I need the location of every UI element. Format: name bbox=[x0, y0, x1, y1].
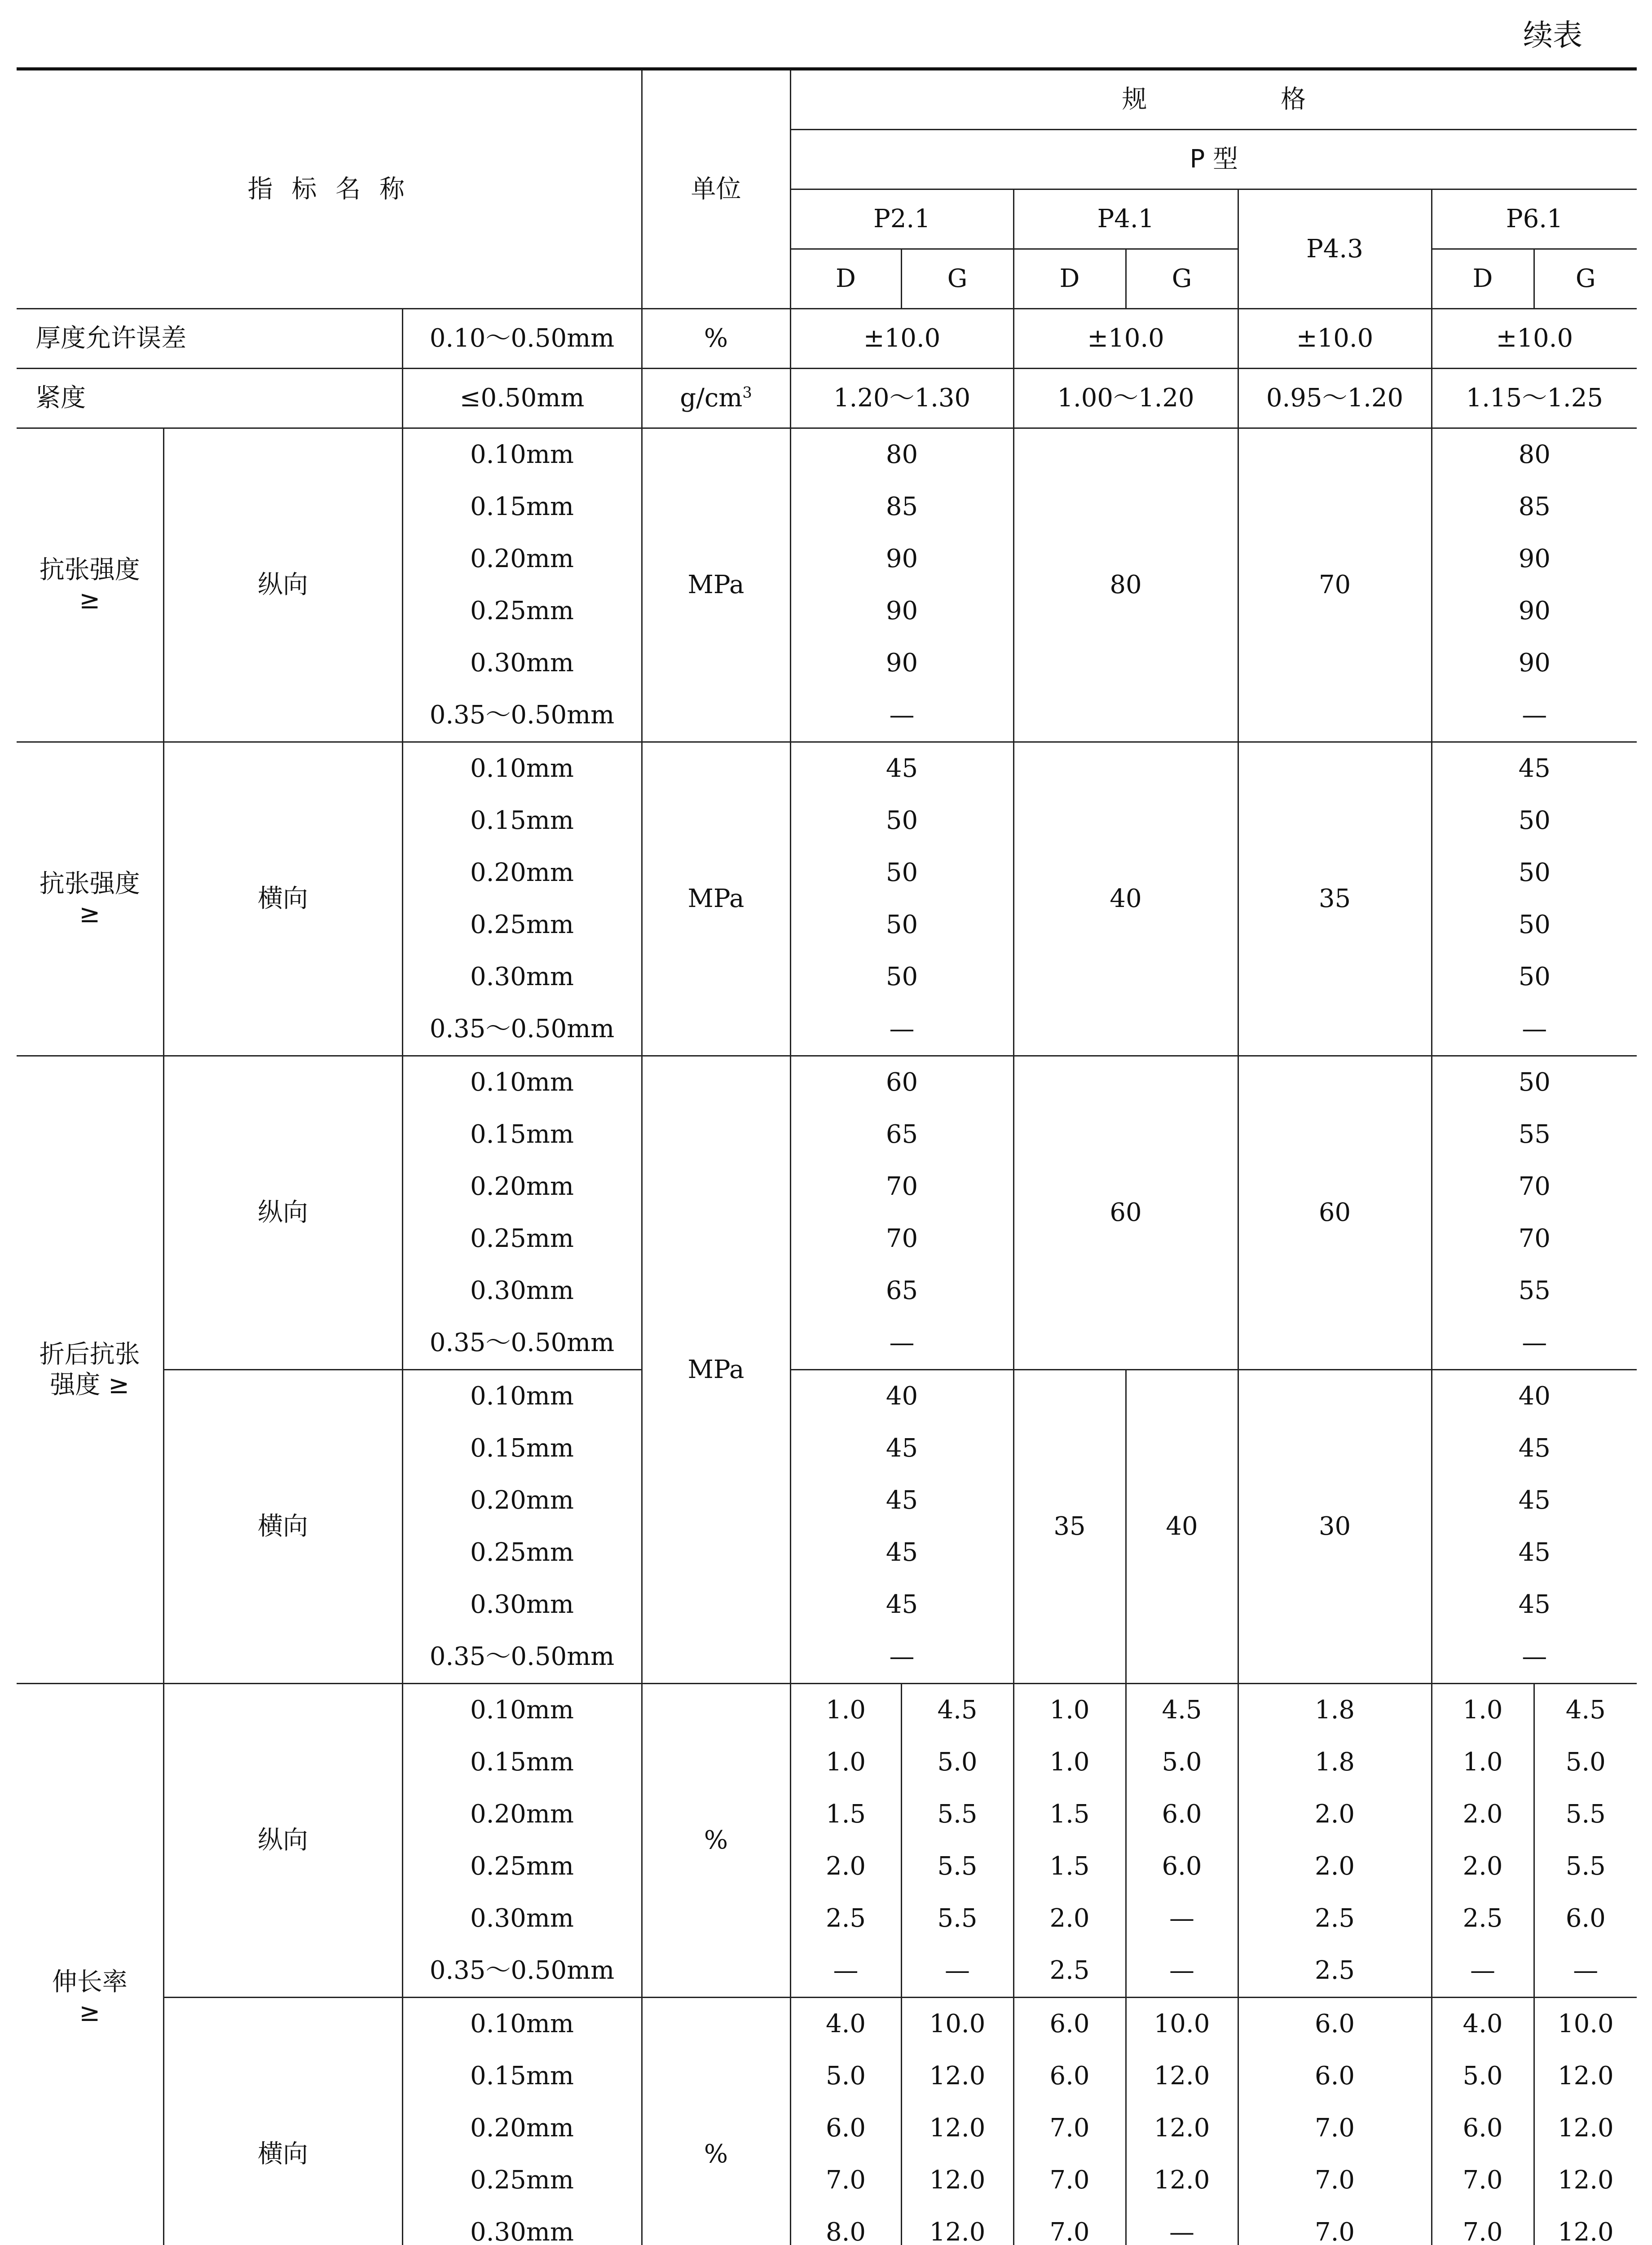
elong-name-line2: ≥ bbox=[79, 1998, 101, 2027]
density-name: 紧度 bbox=[17, 369, 402, 428]
tensile-trans-direction: 横向 bbox=[163, 742, 402, 1056]
thickness-cell: 0.30mm bbox=[402, 951, 642, 1003]
tensile-long-direction: 纵向 bbox=[163, 428, 402, 742]
elong-long-p61-g: 6.0 bbox=[1534, 1893, 1637, 1945]
elong-long-p41-g: 6.0 bbox=[1126, 1788, 1238, 1840]
header-unit: 单位 bbox=[642, 69, 790, 309]
elong-long-p41-d: 2.5 bbox=[1013, 1945, 1126, 1998]
elong-trans-unit: % bbox=[642, 1998, 790, 2245]
fold-long-p61: 50 bbox=[1432, 1056, 1637, 1109]
tensile-long-name bbox=[17, 428, 163, 742]
tensile-long-p21: 85 bbox=[790, 481, 1013, 533]
elong-long-p41-d: 1.0 bbox=[1013, 1684, 1126, 1737]
tensile-trans-p21: 50 bbox=[790, 847, 1013, 899]
header-ptype: P 型 bbox=[790, 130, 1637, 189]
tensile-trans-name bbox=[17, 742, 163, 1056]
fold-unit: MPa bbox=[642, 1056, 790, 1684]
fold-trans-p61: — bbox=[1432, 1631, 1637, 1684]
spec-table bbox=[17, 67, 1637, 2245]
density-p61: 1.15～1.25 bbox=[1432, 369, 1637, 428]
elong-trans-direction: 横向 bbox=[163, 1998, 402, 2245]
fold-long-p41: 60 bbox=[1013, 1056, 1238, 1370]
fold-long-p21: — bbox=[790, 1317, 1013, 1370]
elong-long-p21-g: 5.5 bbox=[901, 1840, 1013, 1893]
elong-long-p43: 1.8 bbox=[1238, 1736, 1432, 1788]
fold-trans-p21: — bbox=[790, 1631, 1013, 1684]
fold-trans-p21: 45 bbox=[790, 1579, 1013, 1631]
fold-long-p21: 70 bbox=[790, 1213, 1013, 1265]
thickness-cell: 0.10mm bbox=[402, 1056, 642, 1109]
elong-long-p61-g: 5.5 bbox=[1534, 1840, 1637, 1893]
thickness-cell: 0.25mm bbox=[402, 2154, 642, 2206]
thickness-cell: 0.20mm bbox=[402, 1161, 642, 1213]
thickness-cell: 0.15mm bbox=[402, 795, 642, 847]
tensile-trans-p21: 50 bbox=[790, 795, 1013, 847]
tensile-trans-p21: — bbox=[790, 1003, 1013, 1056]
density-unit-base: g/cm bbox=[680, 383, 743, 413]
tensile-long-unit: MPa bbox=[642, 428, 790, 742]
tensile-long-p21: 90 bbox=[790, 585, 1013, 637]
density-unit-exp: 3 bbox=[742, 383, 752, 401]
tolerance-range: 0.10～0.50mm bbox=[402, 309, 642, 369]
fold-long-p21: 70 bbox=[790, 1161, 1013, 1213]
tensile-trans-p21: 50 bbox=[790, 899, 1013, 951]
tensile-long-p61: — bbox=[1432, 689, 1637, 742]
elong-trans-p41-d: 6.0 bbox=[1013, 1998, 1126, 2051]
elong-trans-p41-g: 12.0 bbox=[1126, 2154, 1238, 2206]
elong-trans-p43: 7.0 bbox=[1238, 2206, 1432, 2245]
header-p21: P2.1 bbox=[790, 189, 1013, 249]
elong-trans-p21-d: 4.0 bbox=[790, 1998, 901, 2051]
header-p41: P4.1 bbox=[1013, 189, 1238, 249]
tensile-trans-p61: 45 bbox=[1432, 742, 1637, 795]
elong-long-p61-d: 2.5 bbox=[1432, 1893, 1534, 1945]
thickness-cell: 0.15mm bbox=[402, 1422, 642, 1475]
elong-long-p61-d: 1.0 bbox=[1432, 1736, 1534, 1788]
density-range: ≤0.50mm bbox=[402, 369, 642, 428]
header-spec: 规 格 bbox=[790, 69, 1637, 130]
elong-trans-p61-g: 12.0 bbox=[1534, 2102, 1637, 2154]
tensile-trans-name-line1: 抗张强度 bbox=[39, 869, 140, 898]
fold-long-p21: 60 bbox=[790, 1056, 1013, 1109]
thickness-cell: 0.10mm bbox=[402, 428, 642, 481]
elong-trans-p21-g: 12.0 bbox=[901, 2154, 1013, 2206]
thickness-cell: 0.15mm bbox=[402, 1109, 642, 1161]
elong-long-p21-d: 2.0 bbox=[790, 1840, 901, 1893]
elong-section bbox=[17, 1684, 1637, 2245]
fold-long-p61: 55 bbox=[1432, 1265, 1637, 1317]
fold-long-p21: 65 bbox=[790, 1265, 1013, 1317]
thickness-cell: 0.10mm bbox=[402, 742, 642, 795]
density-p41: 1.00～1.20 bbox=[1013, 369, 1238, 428]
tensile-trans-p61: 50 bbox=[1432, 795, 1637, 847]
tensile-trans-unit: MPa bbox=[642, 742, 790, 1056]
tensile-trans-p61: 50 bbox=[1432, 847, 1637, 899]
elong-trans-p61-g: 12.0 bbox=[1534, 2154, 1637, 2206]
tensile-long-p61: 90 bbox=[1432, 637, 1637, 689]
thickness-cell: 0.20mm bbox=[402, 533, 642, 585]
elong-trans-p61-d: 6.0 bbox=[1432, 2102, 1534, 2154]
thickness-cell: 0.25mm bbox=[402, 1840, 642, 1893]
tensile-trans-section bbox=[17, 742, 1637, 1056]
elong-trans-p41-g: — bbox=[1126, 2206, 1238, 2245]
fold-trans-p61: 45 bbox=[1432, 1422, 1637, 1475]
tensile-long-p61: 85 bbox=[1432, 481, 1637, 533]
tensile-trans-name-line2: ≥ bbox=[79, 899, 101, 929]
elong-trans-p43: 7.0 bbox=[1238, 2154, 1432, 2206]
header-p61-g: G bbox=[1534, 249, 1637, 309]
elong-trans-p61-g: 12.0 bbox=[1534, 2050, 1637, 2102]
header-p41-g: G bbox=[1126, 249, 1238, 309]
fold-long-p61: 70 bbox=[1432, 1213, 1637, 1265]
elong-long-p43: 1.8 bbox=[1238, 1684, 1432, 1737]
elong-long-p21-g: 5.5 bbox=[901, 1788, 1013, 1840]
elong-long-p61-d: 1.0 bbox=[1432, 1684, 1534, 1737]
elong-trans-p21-d: 6.0 bbox=[790, 2102, 901, 2154]
tensile-long-p21: — bbox=[790, 689, 1013, 742]
elong-long-p61-g: 5.5 bbox=[1534, 1788, 1637, 1840]
elong-long-p43: 2.0 bbox=[1238, 1840, 1432, 1893]
elong-name bbox=[17, 1684, 163, 2245]
elong-long-p61-d: — bbox=[1432, 1945, 1534, 1998]
thickness-cell: 0.20mm bbox=[402, 1788, 642, 1840]
elong-trans-p43: 7.0 bbox=[1238, 2102, 1432, 2154]
tensile-long-name-line2: ≥ bbox=[79, 585, 101, 615]
tensile-long-section bbox=[17, 428, 1637, 742]
elong-long-p61-g: 4.5 bbox=[1534, 1684, 1637, 1737]
fold-name-line1: 折后抗张 bbox=[39, 1340, 140, 1369]
thickness-cell: 0.15mm bbox=[402, 2050, 642, 2102]
fold-long-direction: 纵向 bbox=[163, 1056, 402, 1370]
tolerance-name: 厚度允许误差 bbox=[17, 309, 402, 369]
elong-long-p21-d: 1.5 bbox=[790, 1788, 901, 1840]
tensile-long-name-line1: 抗张强度 bbox=[39, 555, 140, 585]
thickness-cell: 0.25mm bbox=[402, 899, 642, 951]
thickness-cell: 0.25mm bbox=[402, 1527, 642, 1579]
density-p21: 1.20～1.30 bbox=[790, 369, 1013, 428]
thickness-cell: 0.10mm bbox=[402, 1370, 642, 1423]
header-p43: P4.3 bbox=[1238, 189, 1432, 309]
fold-trans-direction: 横向 bbox=[163, 1370, 402, 1684]
fold-long-p61: 55 bbox=[1432, 1109, 1637, 1161]
thickness-cell: 0.30mm bbox=[402, 1579, 642, 1631]
header-p61-d: D bbox=[1432, 249, 1534, 309]
elong-long-p61-d: 2.0 bbox=[1432, 1840, 1534, 1893]
tensile-long-p43: 70 bbox=[1238, 428, 1432, 742]
elong-long-p61-g: 5.0 bbox=[1534, 1736, 1637, 1788]
elong-long-p21-d: 1.0 bbox=[790, 1684, 901, 1737]
elong-trans-p61-d: 5.0 bbox=[1432, 2050, 1534, 2102]
thickness-cell: 0.35～0.50mm bbox=[402, 1631, 642, 1684]
thickness-cell: 0.35～0.50mm bbox=[402, 1003, 642, 1056]
fold-long-p61: 70 bbox=[1432, 1161, 1637, 1213]
tolerance-p41: ±10.0 bbox=[1013, 309, 1238, 369]
thickness-cell: 0.30mm bbox=[402, 1265, 642, 1317]
fold-trans-p21: 40 bbox=[790, 1370, 1013, 1423]
tensile-long-p21: 80 bbox=[790, 428, 1013, 481]
elong-long-p61-d: 2.0 bbox=[1432, 1788, 1534, 1840]
thickness-cell: 0.30mm bbox=[402, 1893, 642, 1945]
elong-trans-p21-d: 7.0 bbox=[790, 2154, 901, 2206]
elong-trans-p41-d: 7.0 bbox=[1013, 2102, 1126, 2154]
tolerance-p43: ±10.0 bbox=[1238, 309, 1432, 369]
elong-long-p21-g: 4.5 bbox=[901, 1684, 1013, 1737]
fold-trans-p61: 45 bbox=[1432, 1579, 1637, 1631]
elong-trans-p21-g: 10.0 bbox=[901, 1998, 1013, 2051]
elong-long-p43: 2.5 bbox=[1238, 1945, 1432, 1998]
thickness-cell: 0.15mm bbox=[402, 1736, 642, 1788]
thickness-cell: 0.30mm bbox=[402, 637, 642, 689]
elong-long-p41-d: 2.0 bbox=[1013, 1893, 1126, 1945]
elong-trans-p21-g: 12.0 bbox=[901, 2102, 1013, 2154]
thickness-cell: 0.20mm bbox=[402, 2102, 642, 2154]
elong-trans-p41-d: 7.0 bbox=[1013, 2154, 1126, 2206]
tolerance-unit: % bbox=[642, 309, 790, 369]
header-p41-d: D bbox=[1013, 249, 1126, 309]
elong-long-p21-d: 2.5 bbox=[790, 1893, 901, 1945]
fold-name-line2: 强度 ≥ bbox=[50, 1370, 130, 1400]
density-p43: 0.95～1.20 bbox=[1238, 369, 1432, 428]
header-p21-d: D bbox=[790, 249, 901, 309]
elong-long-p41-g: 4.5 bbox=[1126, 1684, 1238, 1737]
elong-long-p41-d: 1.5 bbox=[1013, 1788, 1126, 1840]
header-p21-g: G bbox=[901, 249, 1013, 309]
fold-long-p61: — bbox=[1432, 1317, 1637, 1370]
elong-trans-p43: 6.0 bbox=[1238, 1998, 1432, 2051]
thickness-cell: 0.20mm bbox=[402, 1475, 642, 1527]
elong-long-p21-d: — bbox=[790, 1945, 901, 1998]
elong-trans-p61-g: 12.0 bbox=[1534, 2206, 1637, 2245]
thickness-cell: 0.35～0.50mm bbox=[402, 1945, 642, 1998]
elong-trans-p41-g: 12.0 bbox=[1126, 2102, 1238, 2154]
elong-long-unit: % bbox=[642, 1684, 790, 1998]
elong-trans-p41-g: 12.0 bbox=[1126, 2050, 1238, 2102]
elong-trans-p61-d: 4.0 bbox=[1432, 1998, 1534, 2051]
fold-long-p43: 60 bbox=[1238, 1056, 1432, 1370]
fold-trans-p43: 30 bbox=[1238, 1370, 1432, 1684]
thickness-cell: 0.10mm bbox=[402, 1684, 642, 1737]
elong-long-p21-g: 5.0 bbox=[901, 1736, 1013, 1788]
tensile-trans-p21: 50 bbox=[790, 951, 1013, 1003]
elong-trans-p21-d: 8.0 bbox=[790, 2206, 901, 2245]
tensile-trans-p21: 45 bbox=[790, 742, 1013, 795]
header-p61: P6.1 bbox=[1432, 189, 1637, 249]
tensile-trans-p61: 50 bbox=[1432, 951, 1637, 1003]
elong-long-p41-g: — bbox=[1126, 1945, 1238, 1998]
elong-long-p43: 2.0 bbox=[1238, 1788, 1432, 1840]
elong-trans-p61-d: 7.0 bbox=[1432, 2154, 1534, 2206]
tensile-long-p61: 90 bbox=[1432, 533, 1637, 585]
continued-label: 续表 bbox=[1523, 18, 1582, 53]
thickness-cell: 0.25mm bbox=[402, 585, 642, 637]
elong-long-p21-g: — bbox=[901, 1945, 1013, 1998]
tensile-long-p61: 80 bbox=[1432, 428, 1637, 481]
elong-trans-p41-d: 6.0 bbox=[1013, 2050, 1126, 2102]
thickness-cell: 0.30mm bbox=[402, 2206, 642, 2245]
elong-long-p41-g: — bbox=[1126, 1893, 1238, 1945]
thickness-cell: 0.25mm bbox=[402, 1213, 642, 1265]
fold-trans-p21: 45 bbox=[790, 1475, 1013, 1527]
header-indicator-name: 指 标 名 称 bbox=[17, 69, 642, 309]
elong-trans-p21-g: 12.0 bbox=[901, 2206, 1013, 2245]
elong-long-p41-g: 6.0 bbox=[1126, 1840, 1238, 1893]
tolerance-p21: ±10.0 bbox=[790, 309, 1013, 369]
density-unit bbox=[642, 369, 790, 428]
elong-name-line1: 伸长率 bbox=[52, 1968, 128, 1997]
tensile-trans-p61: 50 bbox=[1432, 899, 1637, 951]
elong-long-direction: 纵向 bbox=[163, 1684, 402, 1998]
tolerance-p61: ±10.0 bbox=[1432, 309, 1637, 369]
tensile-long-p21: 90 bbox=[790, 533, 1013, 585]
fold-trans-p61: 40 bbox=[1432, 1370, 1637, 1423]
fold-trans-p21: 45 bbox=[790, 1527, 1013, 1579]
tensile-trans-p61: — bbox=[1432, 1003, 1637, 1056]
elong-trans-p41-g: 10.0 bbox=[1126, 1998, 1238, 2051]
elong-trans-p41-d: 7.0 bbox=[1013, 2206, 1126, 2245]
elong-long-p43: 2.5 bbox=[1238, 1893, 1432, 1945]
thickness-cell: 0.35～0.50mm bbox=[402, 1317, 642, 1370]
elong-trans-p43: 6.0 bbox=[1238, 2050, 1432, 2102]
tensile-long-p21: 90 bbox=[790, 637, 1013, 689]
elong-long-p41-d: 1.0 bbox=[1013, 1736, 1126, 1788]
tensile-trans-p41: 40 bbox=[1013, 742, 1238, 1056]
fold-trans-p41-d: 35 bbox=[1013, 1370, 1126, 1684]
elong-trans-p61-g: 10.0 bbox=[1534, 1998, 1637, 2051]
fold-name bbox=[17, 1056, 163, 1684]
thickness-cell: 0.10mm bbox=[402, 1998, 642, 2051]
tensile-long-p61: 90 bbox=[1432, 585, 1637, 637]
elong-long-p21-g: 5.5 bbox=[901, 1893, 1013, 1945]
elong-long-p41-d: 1.5 bbox=[1013, 1840, 1126, 1893]
thickness-cell: 0.15mm bbox=[402, 481, 642, 533]
fold-trans-p21: 45 bbox=[790, 1422, 1013, 1475]
tensile-trans-p43: 35 bbox=[1238, 742, 1432, 1056]
elong-trans-p61-d: 7.0 bbox=[1432, 2206, 1534, 2245]
elong-long-p21-d: 1.0 bbox=[790, 1736, 901, 1788]
thickness-cell: 0.35～0.50mm bbox=[402, 689, 642, 742]
elong-long-p61-g: — bbox=[1534, 1945, 1637, 1998]
elong-trans-p21-d: 5.0 bbox=[790, 2050, 901, 2102]
thickness-cell: 0.20mm bbox=[402, 847, 642, 899]
fold-trans-p61: 45 bbox=[1432, 1475, 1637, 1527]
elong-long-p41-g: 5.0 bbox=[1126, 1736, 1238, 1788]
tensile-long-p41: 80 bbox=[1013, 428, 1238, 742]
fold-long-p21: 65 bbox=[790, 1109, 1013, 1161]
fold-trans-p61: 45 bbox=[1432, 1527, 1637, 1579]
fold-trans-p41-g: 40 bbox=[1126, 1370, 1238, 1684]
fold-section bbox=[17, 1056, 1637, 1684]
elong-trans-p21-g: 12.0 bbox=[901, 2050, 1013, 2102]
